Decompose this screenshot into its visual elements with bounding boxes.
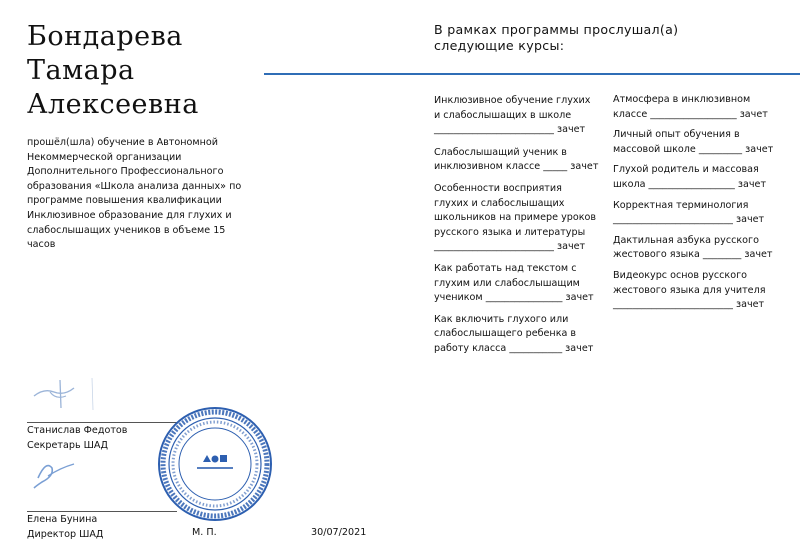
course-item: Личный опыт обучения в массовой школе _________ зачет [613,129,774,155]
course-item: Видеокурс основ русского жестового языка для учителя _________________________ зачет [613,269,766,311]
courses-column-left [434,94,599,364]
course-item: Инклюзивное обучение глухих и слабослышащих в школе _________________________ зачет [434,95,591,136]
signature-bunina-image [30,458,80,490]
signatory-fedotov-name: Станислав Федотов [27,425,128,436]
courses-column-right [613,93,778,319]
course-item: Как включить глухого или слабослышащего ребенка в работу класса ___________ зачет [434,313,594,354]
issue-date: 30/07/2021 [311,527,367,538]
recipient-patronymic: Алексеевна [27,89,199,120]
signature-fedotov-image [30,374,100,414]
signature-line-bunina [27,511,177,512]
heading-divider [264,73,800,75]
recipient-surname: Бондарева [27,21,183,52]
signatory-fedotov-role: Секретарь ШАД [27,439,108,451]
signatory-fedotov [27,424,127,453]
course-item: Как работать над текстом с глухим или слабослышащим учеником ________________ зачет [434,262,594,304]
signatory-bunina-name: Елена Бунина [27,514,98,525]
recipient-name [27,20,199,122]
stamp-label: М. П. [192,527,217,538]
courses-heading-line1: В рамках программы прослушал(а) [434,22,679,37]
course-item: Особенности восприятия глухих и слабослышащих школьников на примере уроков русского языка и литературы _________________________ зачет [434,182,597,253]
course-item: Глухой родитель и массовая школа __________________ зачет [613,164,767,190]
signatory-bunina [27,513,103,542]
course-item: Слабослышащий ученик в инклюзивном классе _____ зачет [434,146,599,173]
course-item: Дактильная азбука русского жестового языка ________ зачет [613,234,773,261]
signatory-bunina-role: Директор ШАД [27,528,104,540]
recipient-first-name: Тамара [27,55,135,86]
organization-stamp [157,406,273,522]
courses-heading-line2: следующие курсы: [434,38,565,53]
signature-line-fedotov [27,422,177,423]
course-item: Атмосфера в инклюзивном классе __________________ зачет [613,94,768,120]
courses-heading [434,22,678,54]
completion-description: прошёл(шла) обучение в Автономной Некоммерческой организации Дополнительного Профессионального образования «Школа анализа данных» по программе повышения квалификации Инклюзивное образование для глухих и слабослышащих учеников в объеме 15 часов [27,137,242,251]
course-item: Корректная терминология _________________________ зачет [613,199,765,226]
